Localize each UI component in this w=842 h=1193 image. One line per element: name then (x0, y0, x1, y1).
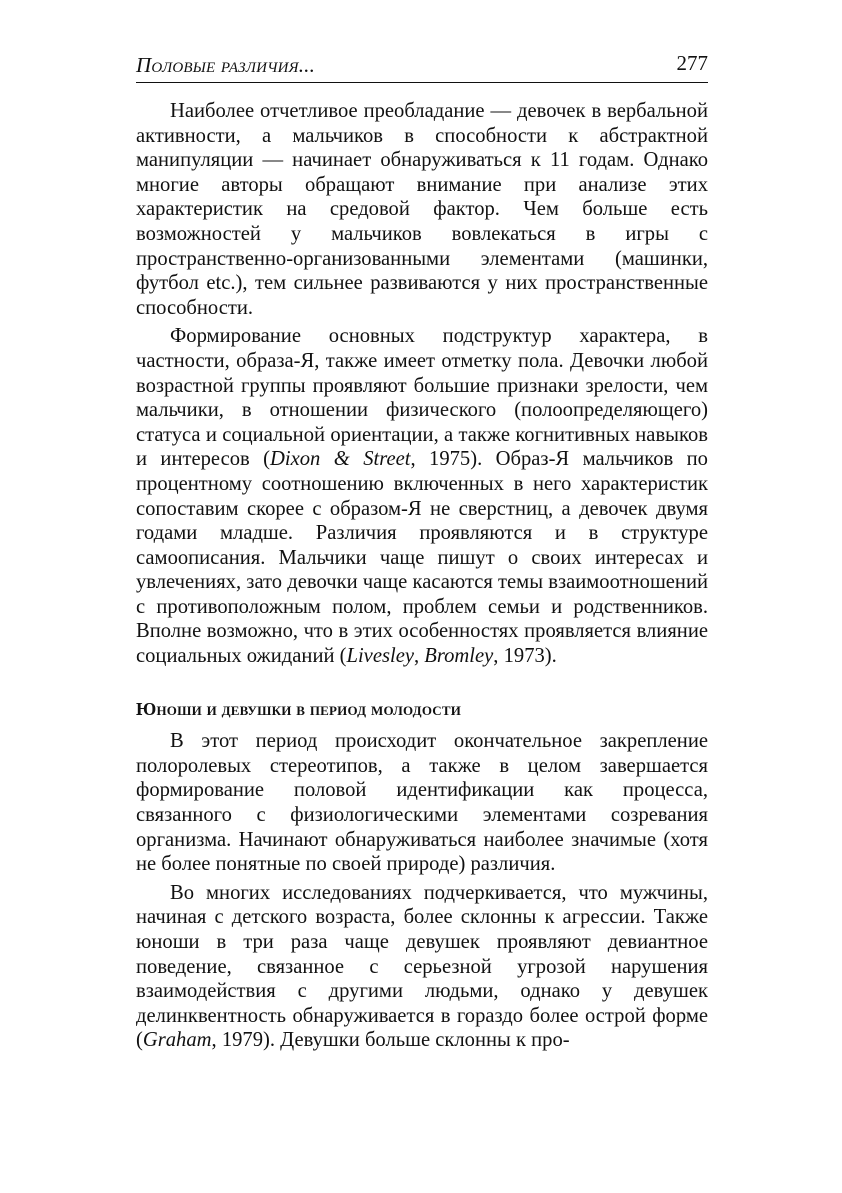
paragraph-2 (136, 324, 708, 668)
section-heading: Юноши и девушки в период молодости (136, 698, 462, 719)
text-run: , (413, 645, 425, 668)
page-number: 277 (676, 51, 708, 75)
book-page (136, 46, 708, 1053)
text-run: , 1973). (493, 645, 557, 668)
citation-author: Livesley (346, 645, 414, 668)
text-run: Формирование основных подструктур характера, в частности, образа-Я, также имеет отметку пола. Девочки любой возрастной группы проявляют большие признаки зрелости, чем мальчики, в отношении физического (полоопределяющего) статуса и социальной ориентации, а также когнитивных навыков и интересов ( (136, 325, 708, 471)
text-run: , 1975). Образ-Я мальчиков по процентному соотношению включенных в него характеристик сопоставим скорее с образом-Я не сверстниц, а девочек двумя годами младше. Различия проявляются и в структуре самоописания. Мальчики чаще пишут о своих интересах и увлечениях, зато девочки чаще касаются темы взаимоотношений с противоположным полом, проблем семьи и родственников. Вполне возможно, что в этих особенностях проявляется влияние социальных ожиданий ( (136, 448, 708, 668)
running-title: Половые различия... (136, 53, 316, 77)
text-run: , 1979). Девушки больше склонны к про- (211, 1029, 570, 1052)
paragraph-1 (136, 99, 708, 320)
section-paragraph-2 (136, 881, 708, 1053)
body-text (136, 99, 708, 1053)
text-run: В этот период происходит окончательное закрепление полоролевых стереотипов, а также в целом завершается формирование половой идентификации как процесса, связанного с физиологическими элементами созревания организма. Начинают обнаруживаться наиболее значимые (хотя не более понятные по своей природе) различия. (136, 730, 708, 876)
citation-author: Graham (142, 1029, 212, 1052)
text-run: Наиболее отчетливое преобладание — девочек в вербальной активности, а мальчиков в способности к абстрактной манипуляции — начинает обнаруживаться к 11 годам. Однако многие авторы обращают внимание при анализе этих характеристик на средовой фактор. Чем больше есть возможностей у мальчиков вовлекаться в игры с пространственно-организованными элементами (машинки, футбол etc.), тем сильнее развиваются у них пространственные способности. (136, 100, 708, 319)
citation-author: Bromley (424, 645, 494, 668)
citation-author: Dixon & Street (270, 448, 411, 471)
section-paragraph-1 (136, 729, 708, 877)
running-head (136, 46, 708, 83)
text-run: Во многих исследованиях подчеркивается, что мужчины, начиная с детского возраста, более склонны к агрессии. Также юноши в три раза чаще девушек проявляют девиантное поведение, связанное с серьезной угрозой нарушения взаимодействия с другими людьми, однако у девушек делинквентность обнаруживается в гораздо более острой форме ( (136, 881, 708, 1052)
